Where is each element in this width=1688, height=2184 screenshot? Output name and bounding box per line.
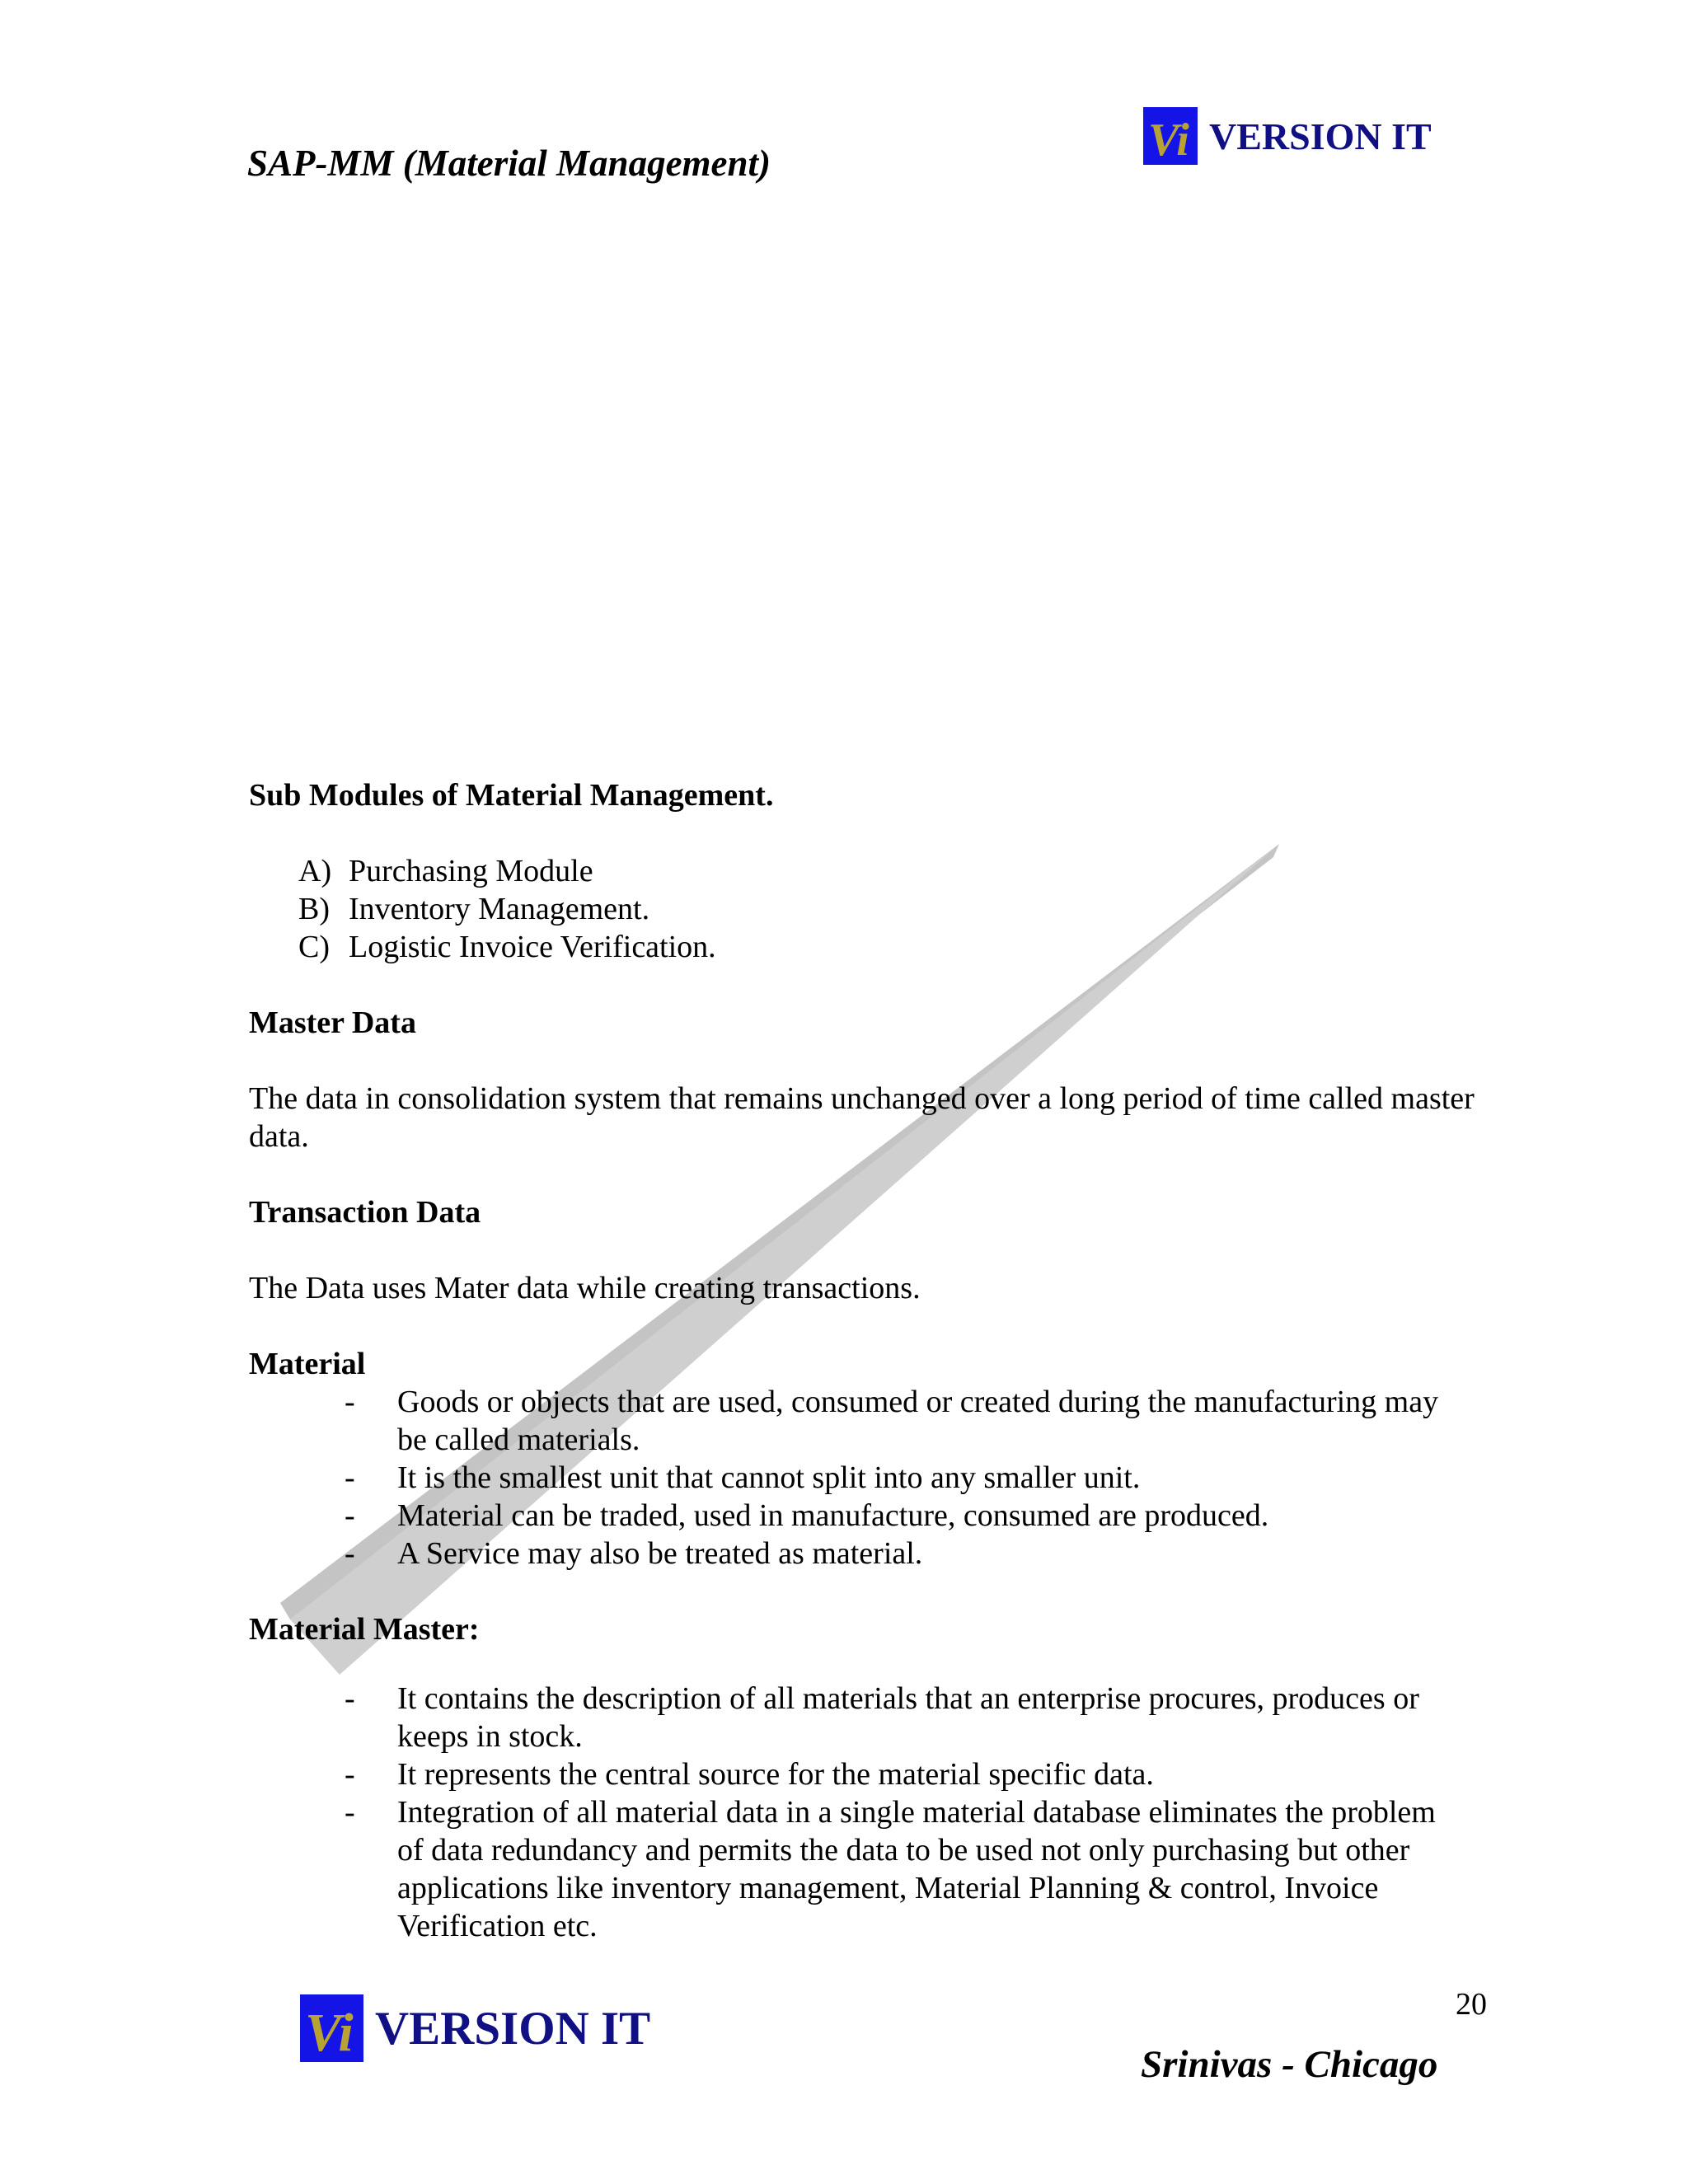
svg-text:Vi: Vi <box>305 2003 354 2062</box>
version-it-logo-icon <box>300 1994 363 2062</box>
header-logo <box>1143 107 1432 165</box>
list-item: A) Purchasing Module <box>298 854 593 888</box>
page-number: 20 <box>1456 1987 1487 2022</box>
list-item: - Material can be traded, used in manufacture, consumed are produced. <box>345 1498 1269 1533</box>
list-item: - Integration of all material data in a single material database eliminates the problem of data redundancy and permits the data to be used not only purchasing but other applications like inventory management, Material Planning & control, Invoice Verification etc. <box>345 1795 1436 1943</box>
version-it-logo-icon <box>1143 107 1198 165</box>
document-body <box>249 776 1485 1945</box>
header-logo-text: VERSION IT <box>1209 115 1432 157</box>
svg-text:Vi: Vi <box>1148 115 1189 165</box>
footer-logo <box>300 1994 650 2062</box>
material-list <box>249 1383 1485 1572</box>
list-item: C) Logistic Invoice Verification. <box>298 930 716 964</box>
master-data-heading: Master Data <box>249 1005 416 1040</box>
submodules-list <box>249 852 1485 966</box>
list-item: - It is the smallest unit that cannot split into any smaller unit. <box>345 1460 1141 1495</box>
footer-author: Srinivas - Chicago <box>1141 2043 1438 2086</box>
material-heading: Material <box>249 1347 366 1381</box>
footer-logo-text: VERSION IT <box>375 2002 651 2055</box>
master-data-paragraph: The data in consolidation system that remains unchanged over a long period of time called master data. <box>249 1081 1475 1154</box>
material-master-heading: Material Master: <box>249 1612 480 1647</box>
list-item: - Goods or objects that are used, consumed or created during the manufacturing may be called materials. <box>345 1385 1439 1457</box>
list-item: - It represents the central source for the material specific data. <box>345 1757 1154 1792</box>
list-item: - A Service may also be treated as material. <box>345 1536 923 1571</box>
transaction-data-heading: Transaction Data <box>249 1195 481 1230</box>
list-item: - It contains the description of all materials that an enterprise procures, produces or keeps in stock. <box>345 1681 1419 1754</box>
page-title: SAP-MM (Material Management) <box>247 143 771 184</box>
submodules-heading: Sub Modules of Material Management. <box>249 778 774 813</box>
material-master-list <box>249 1680 1485 1945</box>
transaction-data-paragraph: The Data uses Mater data while creating transactions. <box>249 1271 921 1305</box>
list-item: B) Inventory Management. <box>298 892 650 926</box>
